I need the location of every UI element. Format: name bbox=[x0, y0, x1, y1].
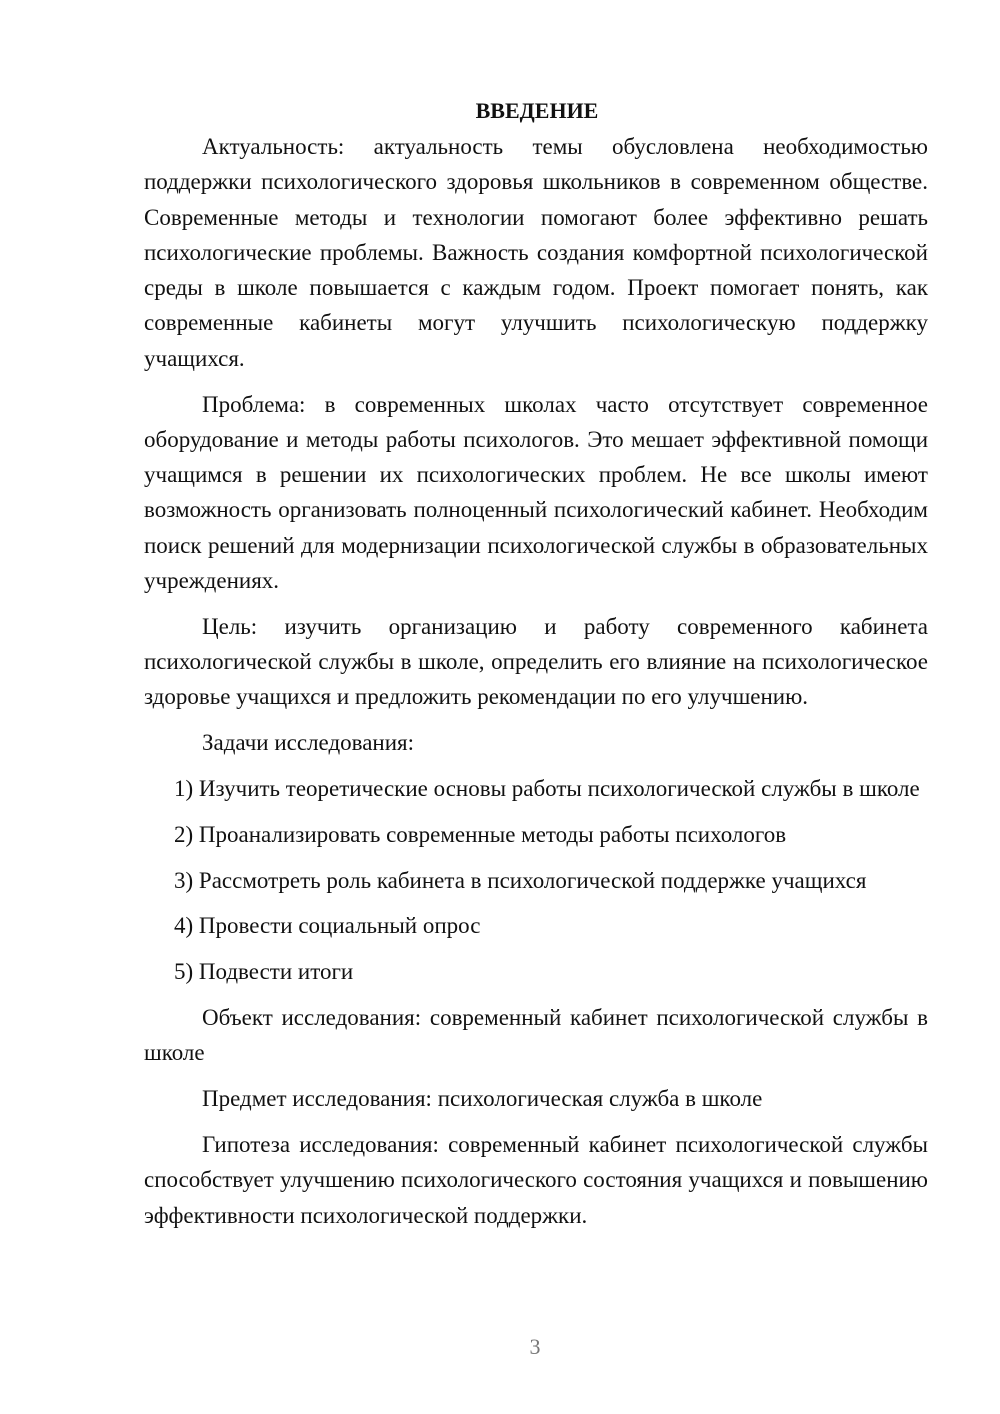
paragraph-subject: Предмет исследования: психологическая служба в школе bbox=[202, 1086, 763, 1112]
task-item-2: 2) Проанализировать современные методы работы психологов bbox=[174, 821, 787, 847]
paragraph-object: Объект исследования: современный кабинет психологической службы в школе bbox=[144, 1005, 928, 1066]
paragraph-problem: Проблема: в современных школах часто отсутствует современное оборудование и методы работы психологов. Это мешает эффективной помощи учащимся в решении их психологических проблем. Не все школы имеют возможность организовать полноценный психологический кабинет. Необходим поиск решений для модернизации психологической службы в образовательных учреждениях. bbox=[144, 391, 928, 594]
page-number: 3 bbox=[529, 1334, 541, 1359]
tasks-heading: Задачи исследования: bbox=[202, 730, 415, 756]
task-item-5: 5) Подвести итоги bbox=[174, 959, 354, 985]
paragraph-goal: Цель: изучить организацию и работу современного кабинета психологической службы в школе, определить его влияние на психологическое здоровье учащихся и предложить рекомендации по его улучшению. bbox=[144, 613, 928, 710]
page-content bbox=[144, 93, 928, 1233]
paragraph-hypothesis: Гипотеза исследования: современный кабинет психологической службы способствует улучшению психологического состояния учащихся и повышению эффективности психологической поддержки. bbox=[144, 1131, 928, 1228]
task-item-4: 4) Провести социальный опрос bbox=[174, 913, 481, 939]
task-item-3: 3) Рассмотреть роль кабинета в психологической поддержке учащихся bbox=[174, 867, 867, 893]
paragraph-relevance: Актуальность: актуальность темы обусловлена необходимостью поддержки психологического здоровья школьников в современном обществе. Современные методы и технологии помогают более эффективно решать психологические проблемы. Важность создания комфортной психологической среды в школе повышается с каждым годом. Проект помогает понять, как современные кабинеты могут улучшить психологическую поддержку учащихся. bbox=[144, 134, 928, 371]
page-title: ВВЕДЕНИЕ bbox=[475, 98, 599, 123]
task-item-1: 1) Изучить теоретические основы работы психологической службы в школе bbox=[174, 776, 920, 802]
